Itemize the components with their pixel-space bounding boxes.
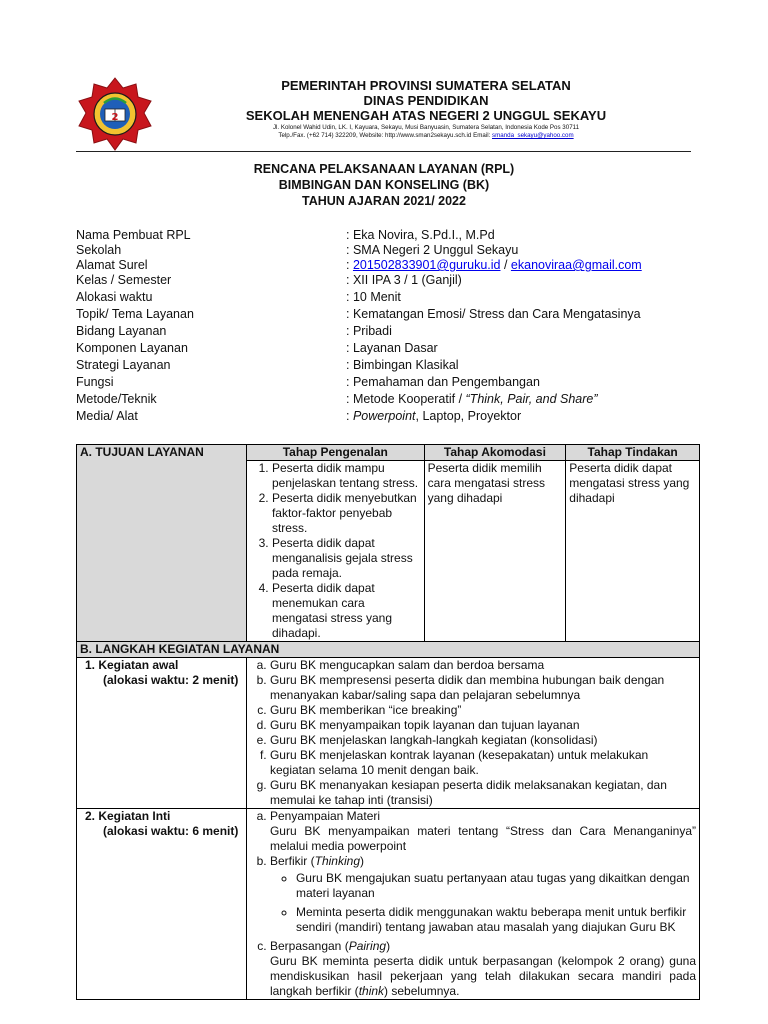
info-row-topic	[76, 307, 696, 324]
info-label: Komponen Layanan	[76, 341, 188, 355]
info-value: : Kematangan Emosi/ Stress dan Cara Mengatasinya	[346, 307, 641, 321]
info-label: Kelas / Semester	[76, 273, 172, 287]
section-a-heading: A. TUJUAN LAYANAN	[77, 445, 247, 642]
list-item: d. Guru BK menyampaikan topik layanan dan tujuan layanan	[270, 718, 696, 733]
info-value: : Pribadi	[346, 324, 392, 338]
info-value: : 10 Menit	[346, 290, 401, 304]
media-suffix: , Laptop, Proyektor	[415, 409, 522, 423]
info-value	[346, 258, 642, 273]
bullet-item: ◦ Guru BK mengajukan suatu pertanyaan atau tugas yang dikaitkan dengan materi layanan	[296, 871, 696, 901]
list-item-pairing	[270, 939, 696, 999]
info-row-function	[76, 375, 696, 392]
bullet-item: ◦ Meminta peserta didik menggunakan waktu beberapa menit untuk berfikir sendiri (mandiri) tentang jawaban atau masalah yang diajukan Guru BK	[296, 905, 696, 935]
document-title	[0, 161, 768, 209]
info-row-field	[76, 324, 696, 341]
info-row-class	[76, 273, 696, 290]
method-prefix: : Metode Kooperatif /	[346, 392, 466, 406]
list-item: f. Guru BK menjelaskan kontrak layanan (kesepakatan) untuk melakukan kegiatan selama 10 menit dengan baik.	[270, 748, 696, 778]
info-list	[76, 228, 696, 426]
step2-label	[77, 809, 247, 1000]
info-label: Alokasi waktu	[76, 290, 153, 304]
letterhead-address-line2	[196, 132, 656, 140]
list-item: 2. Peserta didik menyebutkan faktor-faktor penyebab stress.	[272, 491, 421, 536]
info-label: Alamat Surel	[76, 258, 148, 272]
pairing-italic: Pairing	[348, 939, 387, 953]
info-value	[346, 392, 598, 407]
step1-title: 1. Kegiatan awal	[85, 658, 179, 672]
table-row-section-b	[77, 642, 700, 658]
rpl-table	[76, 444, 700, 1000]
info-label: Topik/ Tema Layanan	[76, 307, 194, 321]
step1-list	[250, 658, 696, 808]
list-item-thinking	[270, 854, 696, 935]
letterhead	[76, 72, 692, 152]
list-item: b. Guru BK mempresensi peserta didik dan membina hubungan baik dengan menanyakan kabar/saling sapa dan pelajaran sebelumnya	[270, 673, 696, 703]
pairing-body-suffix: ) sebelumnya.	[384, 984, 460, 998]
method-italic: “Think, Pair, and Share”	[465, 392, 598, 406]
media-italic: Powerpoint	[352, 409, 416, 423]
pairing-suffix: )	[386, 939, 391, 953]
table-row-step1	[77, 658, 700, 809]
info-value: : XII IPA 3 / 1 (Ganjil)	[346, 273, 462, 287]
info-value: : Eka Novira, S.Pd.I., M.Pd	[346, 228, 495, 242]
email-link-guruku[interactable]: 201502833901@guruku.id	[352, 258, 501, 272]
info-value: : Layanan Dasar	[346, 341, 438, 355]
letterhead-line3: SEKOLAH MENENGAH ATAS NEGERI 2 UNGGUL SEKAYU	[245, 108, 607, 123]
akomodasi-cell: Peserta didik memilih cara mengatasi stress yang dihadapi	[424, 461, 566, 642]
info-label: Sekolah	[76, 243, 122, 257]
table-row-step2	[77, 809, 700, 1000]
svg-text:2: 2	[111, 112, 119, 123]
info-value	[346, 409, 521, 424]
pairing-body	[270, 954, 696, 999]
table-header-row	[77, 445, 700, 461]
info-row-method	[76, 392, 696, 409]
step1-time: (alokasi waktu: 2 menit)	[103, 673, 239, 687]
list-item: a. Guru BK mengucapkan salam dan berdoa bersama	[270, 658, 696, 673]
info-label: Fungsi	[76, 375, 114, 389]
list-item-materi	[270, 809, 696, 854]
info-label: Strategi Layanan	[76, 358, 171, 372]
email-link-gmail[interactable]: ekanoviraa@gmail.com	[510, 258, 642, 272]
list-item: 1. Peserta didik mampu penjelaskan tentang stress.	[272, 461, 421, 491]
letterhead-divider	[76, 151, 691, 152]
letterhead-line1: PEMERINTAH PROVINSI SUMATERA SELATAN	[281, 78, 571, 93]
info-label: Media/ Alat	[76, 409, 138, 423]
letterhead-line2: DINAS PENDIDIKAN	[363, 93, 489, 108]
pairing-prefix: Berpasangan (	[269, 939, 349, 953]
step2-time: (alokasi waktu: 6 menit)	[103, 824, 239, 838]
info-row-author	[76, 228, 696, 243]
info-label: Nama Pembuat RPL	[76, 228, 191, 242]
letterhead-address-line1: Jl. Kolonel Wahid Udin, LK. I, Kayuara, Sekayu, Musi Banyuasin, Sumatera Selatan, Indonesia Kode Pos 30711	[272, 124, 580, 131]
info-row-strategy	[76, 358, 696, 375]
thinking-suffix: )	[360, 854, 364, 868]
section-b-heading: B. LANGKAH KEGIATAN LAYANAN	[77, 642, 700, 658]
step2-title: 2. Kegiatan Inti	[85, 809, 171, 823]
pairing-body-prefix: Guru BK meminta peserta didik untuk berpasangan (kelompok 2 orang) guna mendiskusikan hasil pekerjaan yang telah dilakukan secara mandiri pada langkah berfikir (	[269, 954, 696, 998]
step2-content	[246, 809, 699, 1000]
tindakan-cell: Peserta didik dapat mengatasi stress yang dihadapi	[566, 461, 700, 642]
info-row-component	[76, 341, 696, 358]
info-colon: :	[346, 258, 353, 272]
title-line2: BIMBINGAN DAN KONSELING (BK)	[278, 178, 490, 192]
list-item: 3. Peserta didik dapat menganalisis gejala stress pada remaja.	[272, 536, 421, 581]
pairing-body-italic: think	[358, 984, 385, 998]
school-logo-icon	[76, 76, 154, 154]
info-label: Bidang Layanan	[76, 324, 167, 338]
col-akomodasi: Tahap Akomodasi	[424, 445, 566, 461]
col-tindakan: Tahap Tindakan	[566, 445, 700, 461]
info-value: : Pemahaman dan Pengembangan	[346, 375, 540, 389]
list-item: c. Guru BK memberikan “ice breaking”	[270, 703, 696, 718]
materi-body: Guru BK menyampaikan materi tentang “Stress dan Cara Menanganinya” melalui media powerpoint	[269, 824, 696, 853]
thinking-italic: Thinking	[314, 854, 360, 868]
info-row-time	[76, 290, 696, 307]
media-prefix: :	[346, 409, 353, 423]
thinking-bullets	[270, 871, 696, 935]
col-pengenalan: Tahap Pengenalan	[246, 445, 424, 461]
step1-label	[77, 658, 247, 809]
list-item: e. Guru BK menjelaskan langkah-langkah kegiatan (konsolidasi)	[270, 733, 696, 748]
title-line1: RENCANA PELAKSANAAN LAYANAN (RPL)	[253, 162, 515, 176]
materi-title: a. Penyampaian Materi	[269, 809, 381, 823]
pengenalan-cell	[246, 461, 424, 642]
info-row-media	[76, 409, 696, 426]
step1-content	[246, 658, 699, 809]
email-separator: /	[500, 258, 511, 272]
info-row-school	[76, 243, 696, 258]
info-label: Metode/Teknik	[76, 392, 157, 406]
letterhead-text	[196, 78, 656, 140]
list-item: g. Guru BK menanyakan kesiapan peserta didik melaksanakan kegiatan, dan memulai ke tahap inti (transisi)	[270, 778, 696, 808]
list-item: 4. Peserta didik dapat menemukan cara mengatasi stress yang dihadapi.	[272, 581, 421, 641]
info-row-email	[76, 258, 696, 273]
letterhead-contact: Telp./Fax. (+62 714) 322209, Website: http://www.sman2sekayu.sch.id Email:	[278, 132, 493, 139]
letterhead-address	[196, 124, 656, 140]
thinking-prefix: Berfikir (	[269, 854, 315, 868]
info-value: : SMA Negeri 2 Unggul Sekayu	[346, 243, 519, 257]
step2-list	[250, 809, 696, 999]
letterhead-email-link[interactable]: smanda_sekayu@yahoo.com	[492, 132, 574, 139]
info-value: : Bimbingan Klasikal	[346, 358, 459, 372]
title-line3: TAHUN AJARAN 2021/ 2022	[302, 194, 466, 208]
pengenalan-list	[250, 461, 421, 641]
